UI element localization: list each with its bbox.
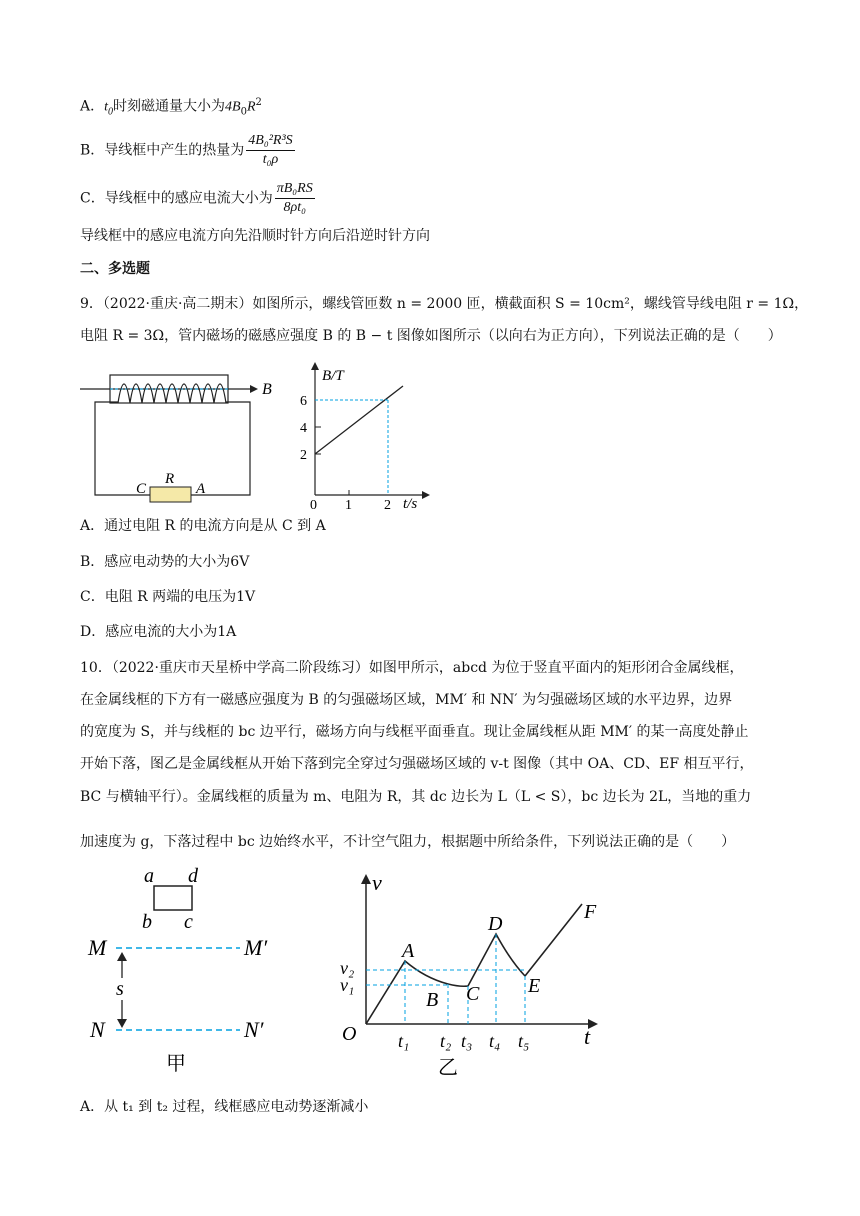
label-v2: v₂ <box>340 958 355 978</box>
field-label-b: B <box>262 381 272 398</box>
q10-stem-line4: 开始下落，图乙是金属线框从开始下落到完全穿过匀强磁场区域的 v-t 图像（其中 OA、CD、EF 相互平行， <box>80 756 754 772</box>
corner-d: d <box>188 865 198 887</box>
q9-option-b: B．感应电动势的大小为6V <box>80 554 250 570</box>
q10-stem-line2: 在金属线框的下方有一磁感应强度为 B 的匀强磁场区域，MM′ 和 NN′ 为匀强磁场区域的水平边界，边界 <box>80 692 733 708</box>
boundary-m: M <box>88 935 107 960</box>
q9-stem-line1: 9．（2022·重庆·高二期末）如图所示，螺线管匝数 n = 2000 匝，横截面积 S = 10cm²，螺线管导线电阻 r = 1Ω， <box>80 296 809 312</box>
q9-option-d: D．感应电流的大小为1A <box>80 624 237 640</box>
x-tick-1: 1 <box>345 498 352 510</box>
point-f: F <box>584 901 597 923</box>
q9-figure <box>70 360 430 510</box>
q10-stem-line3: 的宽度为 S，并与线框的 bc 边平行，磁场方向与线框平面垂直。现让金属线框从距 MM′ 的某一高度处静止 <box>80 724 749 740</box>
v-axis-label: v <box>372 870 382 895</box>
solenoid-circuit <box>80 375 272 502</box>
b-t-graph <box>300 362 430 510</box>
point-c: C <box>466 983 480 1005</box>
label-t5: t₅ <box>518 1031 530 1051</box>
label-v1: v₁ <box>340 975 355 995</box>
q8-option-a: A．$t_0$时刻磁通量大小为$4B_0R^2$ <box>80 97 262 118</box>
boundary-n-prime: N′ <box>244 1017 264 1042</box>
point-a: A <box>402 940 415 962</box>
x-tick-2: 2 <box>384 498 391 510</box>
q8-option-d: 导线框中的感应电流方向先沿顺时针方向后沿逆时针方向 <box>80 228 430 244</box>
y-tick-6: 6 <box>300 394 307 409</box>
q9-option-c: C．电阻 R 两端的电压为1V <box>80 589 256 605</box>
q10-option-a: A．从 t₁ 到 t₂ 过程，线框感应电动势逐渐减小 <box>80 1099 369 1115</box>
boundary-n: N <box>90 1017 105 1042</box>
q10-stem-line5: BC 与横轴平行）。金属线框的质量为 m、电阻为 R，其 dc 边长为 L（L < S），bc 边长为 2L，当地的重力 <box>80 789 752 805</box>
label-t2: t₂ <box>440 1031 452 1051</box>
t-axis-label: t <box>584 1024 591 1049</box>
x-axis-label: t/s <box>403 496 418 510</box>
fraction: $\frac{\text{4B₀²R³S}}{\text{t₀ρ}}$ <box>248 133 293 167</box>
q8-option-c: C．导线框中的感应电流大小为 $\frac{\text{πB₀RS}}{\text{8ρt₀}}$ <box>80 181 313 215</box>
y-tick-2: 2 <box>300 448 307 463</box>
point-d: D <box>488 913 503 935</box>
q9-stem-line2: 电阻 R = 3Ω，管内磁场的磁感应强度 B 的 B − t 图像如图所示（以向右为正方向），下列说法正确的是（ ） <box>80 328 782 344</box>
point-e: E <box>528 975 541 997</box>
q10-stem-line1: 10．（2022·重庆市天星桥中学高二阶段练习）如图甲所示，abcd 为位于竖直平面内的矩形闭合金属线框， <box>80 660 744 676</box>
resistor-label: R <box>165 471 175 487</box>
label-t4: t₄ <box>489 1031 501 1051</box>
q10-figure-jia <box>80 860 280 1080</box>
y-axis-label: B/T <box>322 368 344 384</box>
origin-label: 0 <box>310 498 317 510</box>
origin-o: O <box>342 1023 357 1045</box>
terminal-a: A <box>196 481 206 497</box>
caption-jia: 甲 <box>166 1053 186 1075</box>
corner-b: b <box>142 911 152 933</box>
q8-option-b: B．导线框中产生的热量为 $\frac{\text{4B₀²R³S}}{\text{t₀ρ}}$ <box>80 133 293 167</box>
corner-a: a <box>144 865 154 887</box>
point-b: B <box>426 989 439 1011</box>
label-t1: t₁ <box>398 1031 410 1051</box>
boundary-m-prime: M′ <box>244 935 268 960</box>
caption-yi: 乙 <box>438 1057 458 1079</box>
q10-figure-yi <box>330 860 610 1080</box>
label-t3: t₃ <box>461 1031 473 1051</box>
section-title: 二、多选题 <box>80 261 150 277</box>
y-tick-4: 4 <box>300 421 307 436</box>
q10-stem-line6: 加速度为 g，下落过程中 bc 边始终水平，不计空气阻力，根据题中所给条件，下列说法正确的是（ ） <box>80 834 736 850</box>
width-label-s: s <box>116 978 124 1000</box>
fraction: $\frac{\text{πB₀RS}}{\text{8ρt₀}}$ <box>276 181 313 215</box>
corner-c: c <box>184 911 193 933</box>
q9-option-a: A．通过电阻 R 的电流方向是从 C 到 A <box>80 518 326 534</box>
terminal-c: C <box>136 481 147 497</box>
